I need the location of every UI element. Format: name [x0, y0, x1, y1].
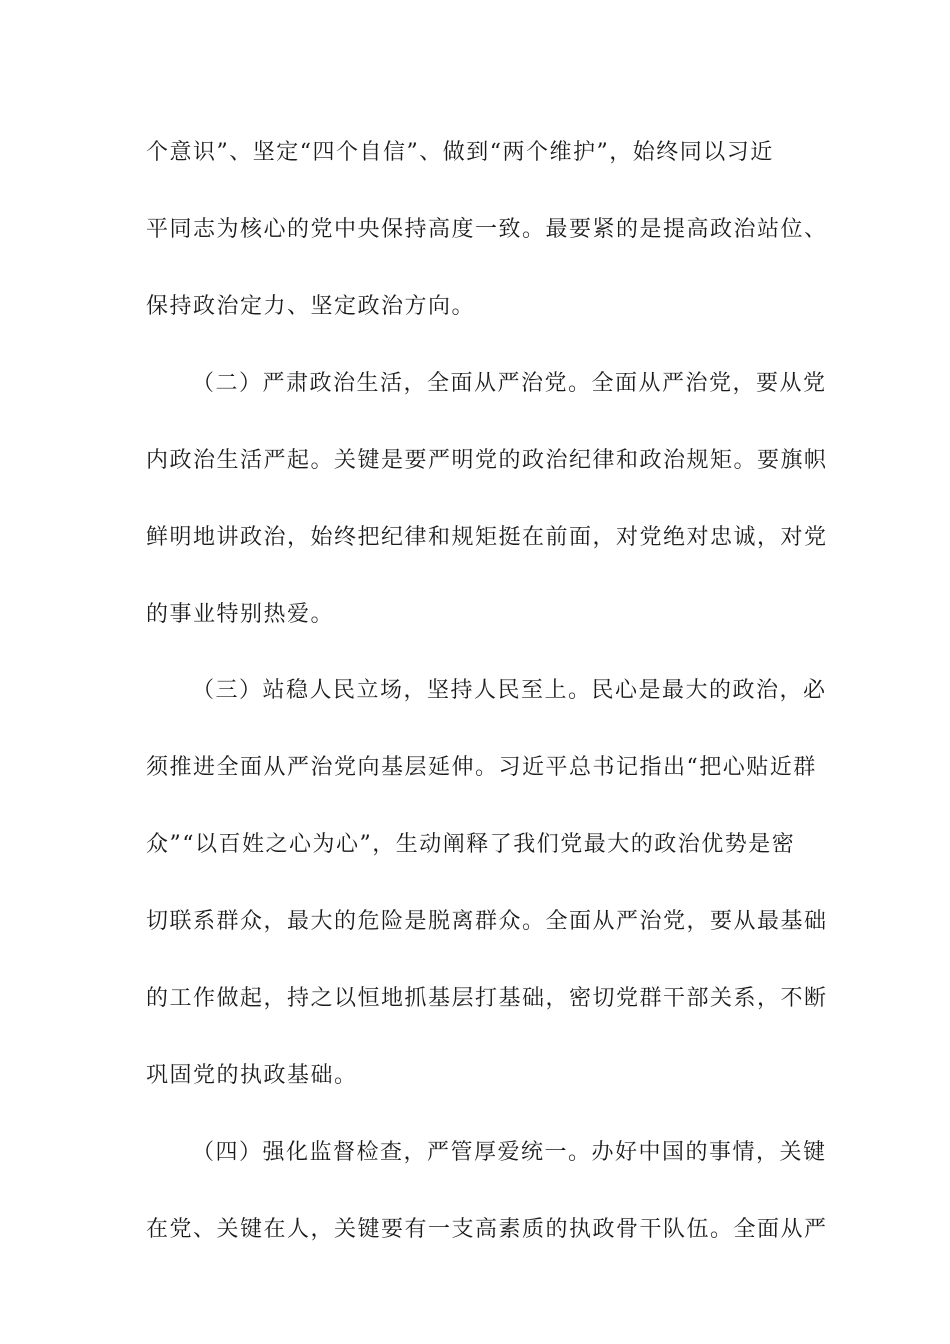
paragraph-3-first-line: （三）站稳人民立场，坚持人民至上。民心是最大的政治，必	[192, 678, 827, 703]
text-line: 巩固党的执政基础。	[146, 1063, 358, 1088]
text-line: 的工作做起，持之以恒地抓基层打基础，密切党群干部关系，不断	[146, 986, 828, 1011]
text-line: 个意识”、坚定“四个自信”、做到“两个维护”，始终同以习近	[146, 140, 774, 165]
text-line: 鲜明地讲政治，始终把纪律和规矩挺在前面，对党绝对忠诚，对党	[146, 525, 828, 550]
text-line: 切联系群众，最大的危险是脱离群众。全面从严治党，要从最基础	[146, 909, 828, 934]
text-line: 须推进全面从严治党向基层延伸。习近平总书记指出“把心贴近群	[146, 755, 817, 780]
paragraph-4-first-line: （四）强化监督检查，严管厚爱统一。办好中国的事情，关键	[192, 1140, 827, 1165]
text-line: 的事业特别热爱。	[146, 602, 335, 627]
paragraph-2-first-line: （二）严肃政治生活，全面从严治党。全面从严治党，要从党	[192, 371, 827, 396]
text-line: 众”“以百姓之心为心”，生动阐释了我们党最大的政治优势是密	[146, 832, 796, 857]
text-line: 平同志为核心的党中央保持高度一致。最要紧的是提高政治站位、	[146, 217, 828, 242]
text-line: 保持政治定力、坚定政治方向。	[146, 294, 476, 319]
text-line: 内政治生活严起。关键是要严明党的政治纪律和政治规矩。要旗帜	[146, 448, 828, 473]
text-line: 在党、关键在人，关键要有一支高素质的执政骨干队伍。全面从严	[146, 1217, 828, 1242]
